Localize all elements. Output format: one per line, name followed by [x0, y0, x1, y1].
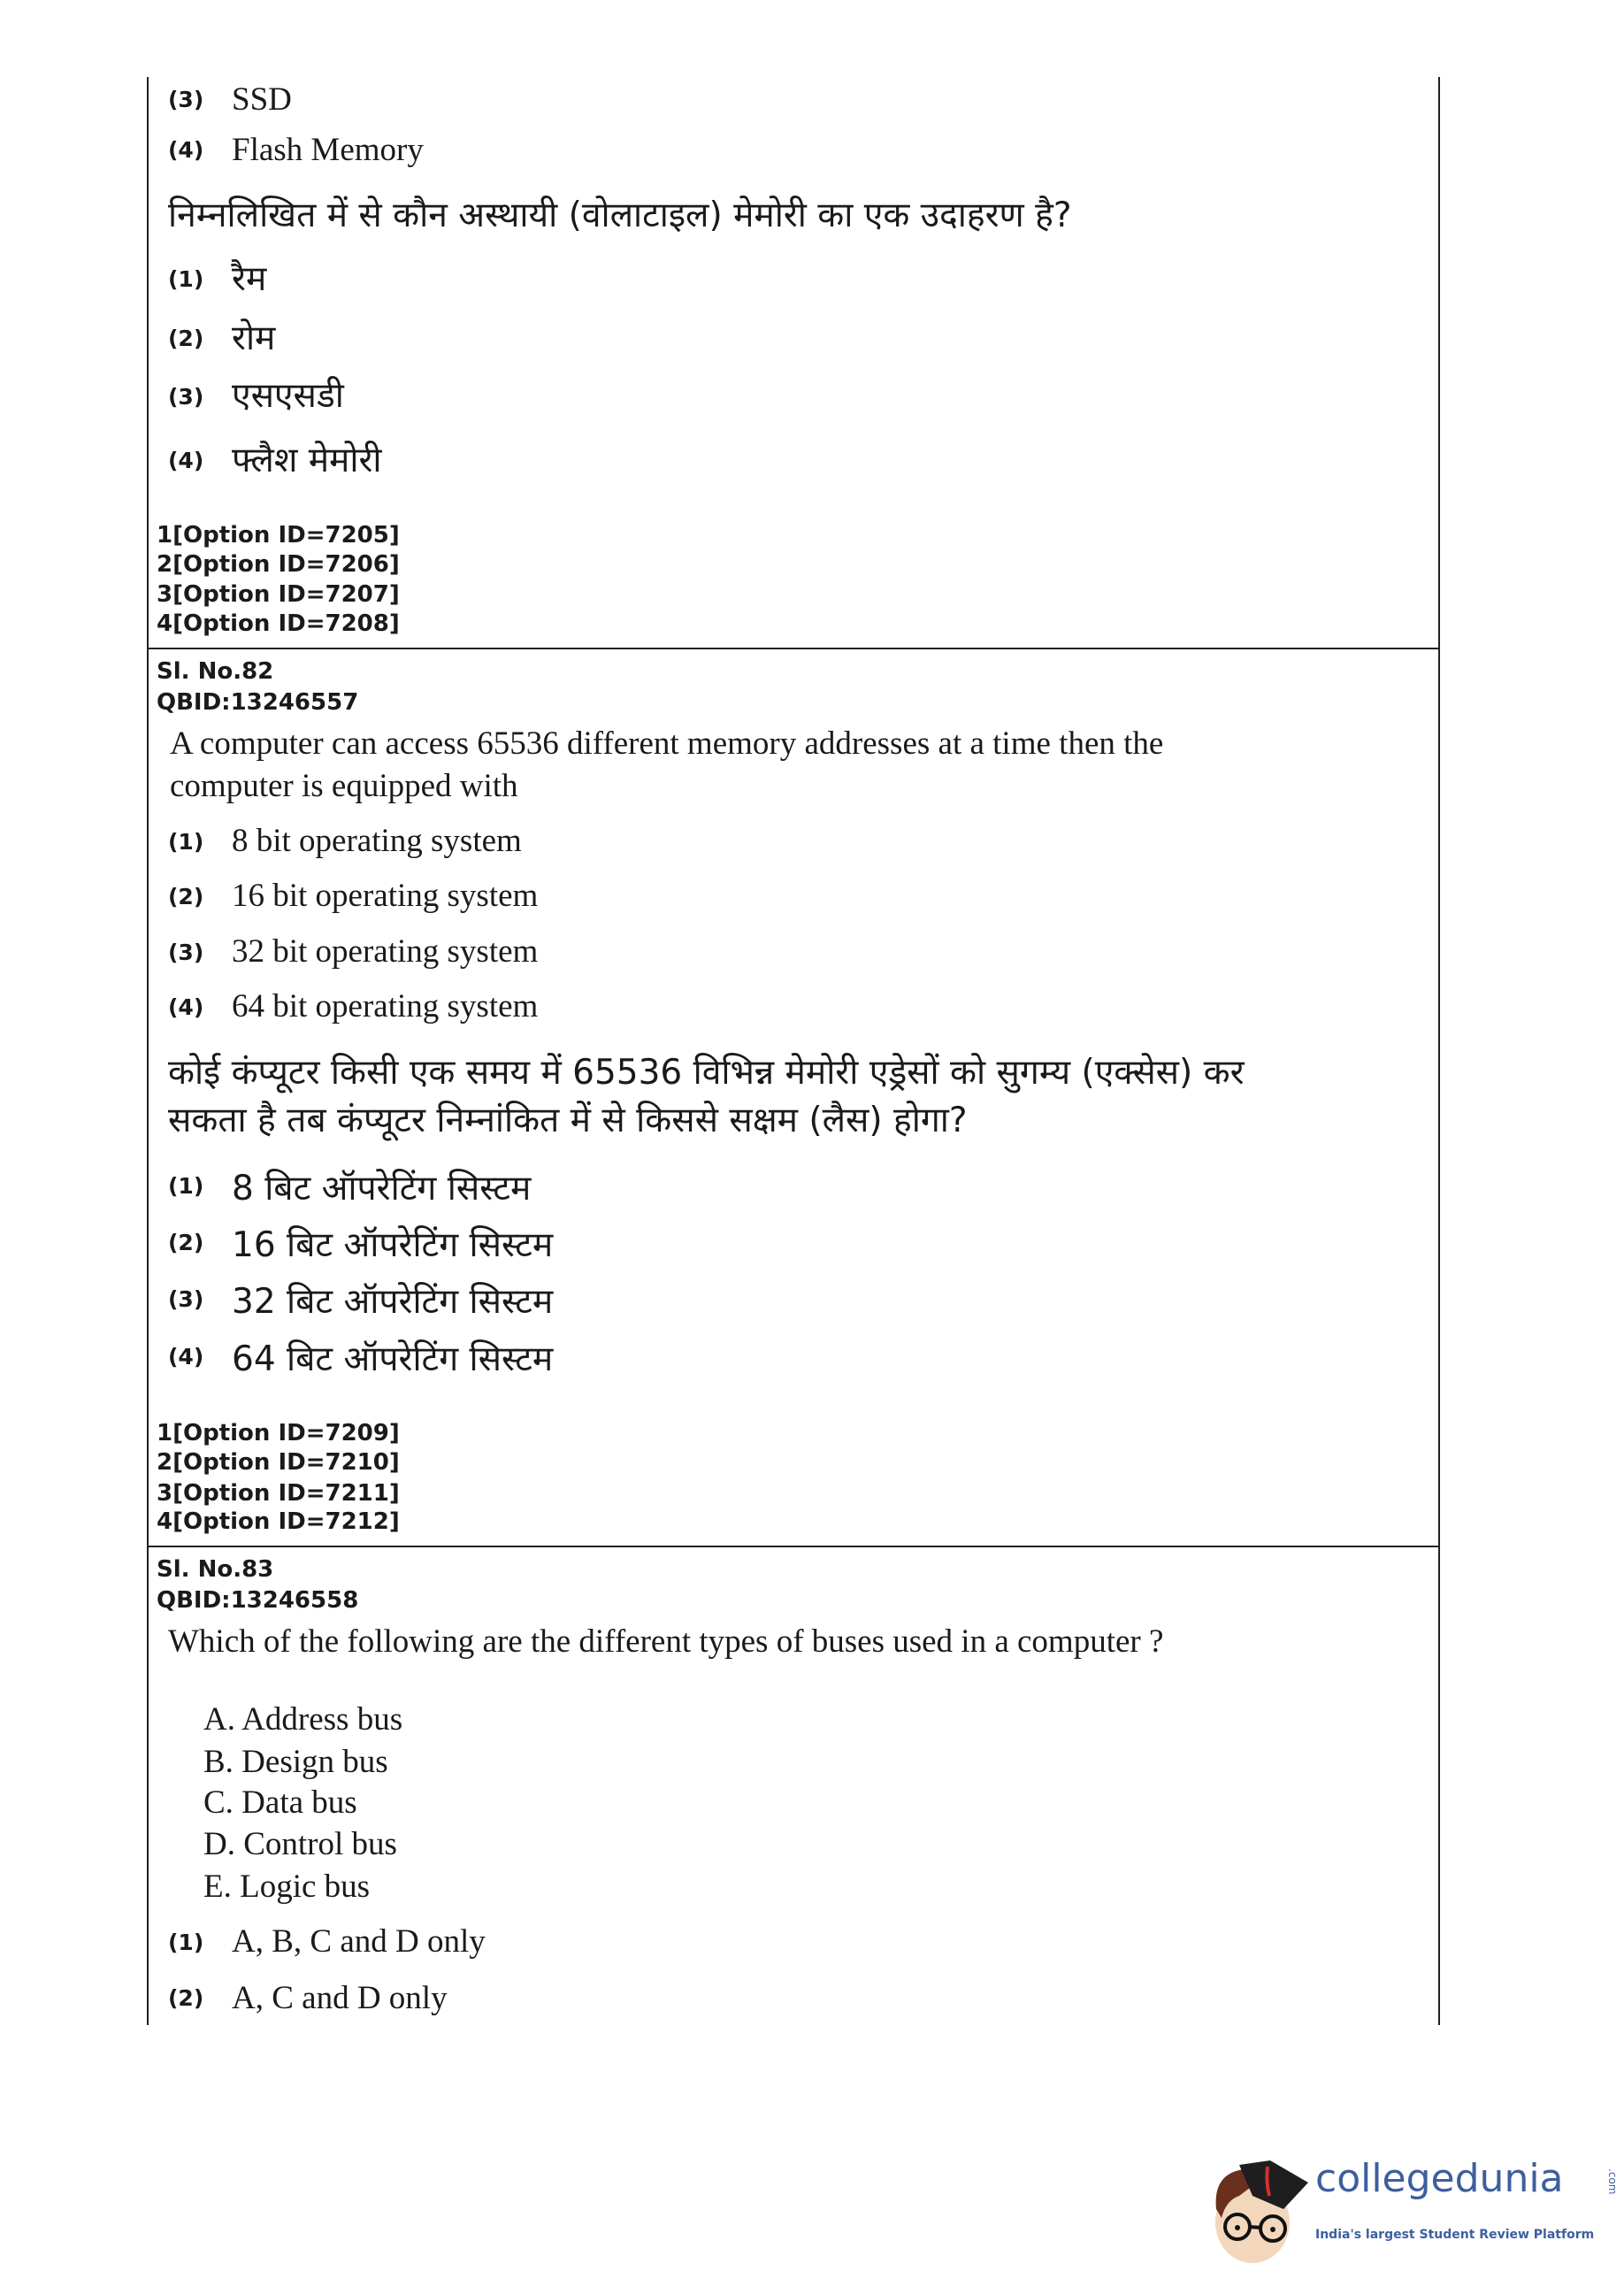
option-text: 64 bit operating system	[232, 988, 539, 1024]
question-text: computer is equipped with	[170, 768, 518, 804]
logo-tagline: India's largest Student Review Platform	[1315, 2228, 1595, 2242]
option-number: (2)	[168, 884, 204, 909]
option-number: (4)	[168, 448, 204, 473]
option-text: 8 bit operating system	[232, 823, 522, 859]
serial-number: Sl. No.82	[157, 658, 274, 685]
mascot-icon	[1204, 2147, 1310, 2267]
page-border-right	[1438, 77, 1440, 2025]
option-number: (2)	[168, 1985, 204, 2011]
option-text: A, C and D only	[232, 1980, 448, 2016]
statement: E. Logic bus	[203, 1868, 371, 1905]
qbid: QBID:13246557	[157, 689, 359, 716]
qbid: QBID:13246558	[157, 1587, 359, 1614]
option-id: 1[Option ID=7209]	[157, 1420, 400, 1446]
question-text: A computer can access 65536 different memory addresses at a time then the	[170, 725, 1164, 762]
option-id: 3[Option ID=7207]	[157, 581, 400, 608]
divider	[147, 1546, 1440, 1547]
option-id: 1[Option ID=7205]	[157, 522, 400, 549]
option-number: (4)	[168, 1344, 204, 1370]
option-id: 2[Option ID=7206]	[157, 551, 400, 578]
option-text: Flash Memory	[232, 132, 424, 168]
option-text: SSD	[232, 81, 292, 118]
option-text: A, B, C and D only	[232, 1923, 486, 1960]
option-number: (2)	[168, 326, 204, 351]
statement: D. Control bus	[203, 1826, 397, 1862]
option-id: 4[Option ID=7208]	[157, 610, 400, 637]
statement: A. Address bus	[203, 1701, 403, 1738]
logo-wordmark: collegedunia	[1315, 2156, 1564, 2201]
serial-number: Sl. No.83	[157, 1556, 274, 1583]
statement: C. Data bus	[203, 1784, 357, 1821]
option-number: (1)	[168, 266, 204, 292]
option-number: (1)	[168, 1930, 204, 1955]
option-id: 4[Option ID=7212]	[157, 1508, 400, 1535]
option-text: 16 bit operating system	[232, 878, 539, 914]
option-text: 32 बिट ऑपरेटिंग सिस्टम	[232, 1282, 554, 1322]
option-text: 8 बिट ऑपरेटिंग सिस्टम	[232, 1169, 532, 1209]
option-number: (4)	[168, 994, 204, 1020]
option-text: रोम	[232, 318, 276, 358]
divider	[147, 648, 1440, 649]
option-number: (3)	[168, 1286, 204, 1312]
option-number: (2)	[168, 1230, 204, 1255]
statement: B. Design bus	[203, 1744, 388, 1780]
option-number: (4)	[168, 137, 204, 163]
option-text: 32 bit operating system	[232, 933, 539, 970]
collegedunia-logo	[1204, 2147, 1620, 2267]
option-text: 64 बिट ऑपरेटिंग सिस्टम	[232, 1339, 554, 1379]
option-id: 3[Option ID=7211]	[157, 1480, 400, 1507]
logo-domain: .com	[1606, 2168, 1619, 2195]
option-number: (3)	[168, 940, 204, 965]
option-text: फ्लैश मेमोरी	[232, 441, 382, 480]
question-text-hindi: कोई कंप्यूटर किसी एक समय में 65536 विभिन्न मेमोरी एड्रेसों को सुगम्य (एक्सेस) कर	[168, 1053, 1245, 1093]
option-id: 2[Option ID=7210]	[157, 1449, 400, 1476]
option-number: (1)	[168, 1173, 204, 1199]
option-text: एसएसडी	[232, 376, 344, 416]
option-text: रैम	[232, 259, 267, 299]
page-border-left	[147, 77, 149, 2025]
option-text: 16 बिट ऑपरेटिंग सिस्टम	[232, 1225, 554, 1265]
question-text-hindi: निम्नलिखित में से कौन अस्थायी (वोलाटाइल) मेमोरी का एक उदाहरण है?	[168, 196, 1072, 235]
question-text-hindi: सकता है तब कंप्यूटर निम्नांकित में से किससे सक्षम (लैस) होगा?	[168, 1101, 968, 1140]
option-number: (3)	[168, 384, 204, 410]
option-number: (3)	[168, 87, 204, 112]
question-text: Which of the following are the different types of buses used in a computer ?	[168, 1623, 1164, 1660]
option-number: (1)	[168, 829, 204, 855]
